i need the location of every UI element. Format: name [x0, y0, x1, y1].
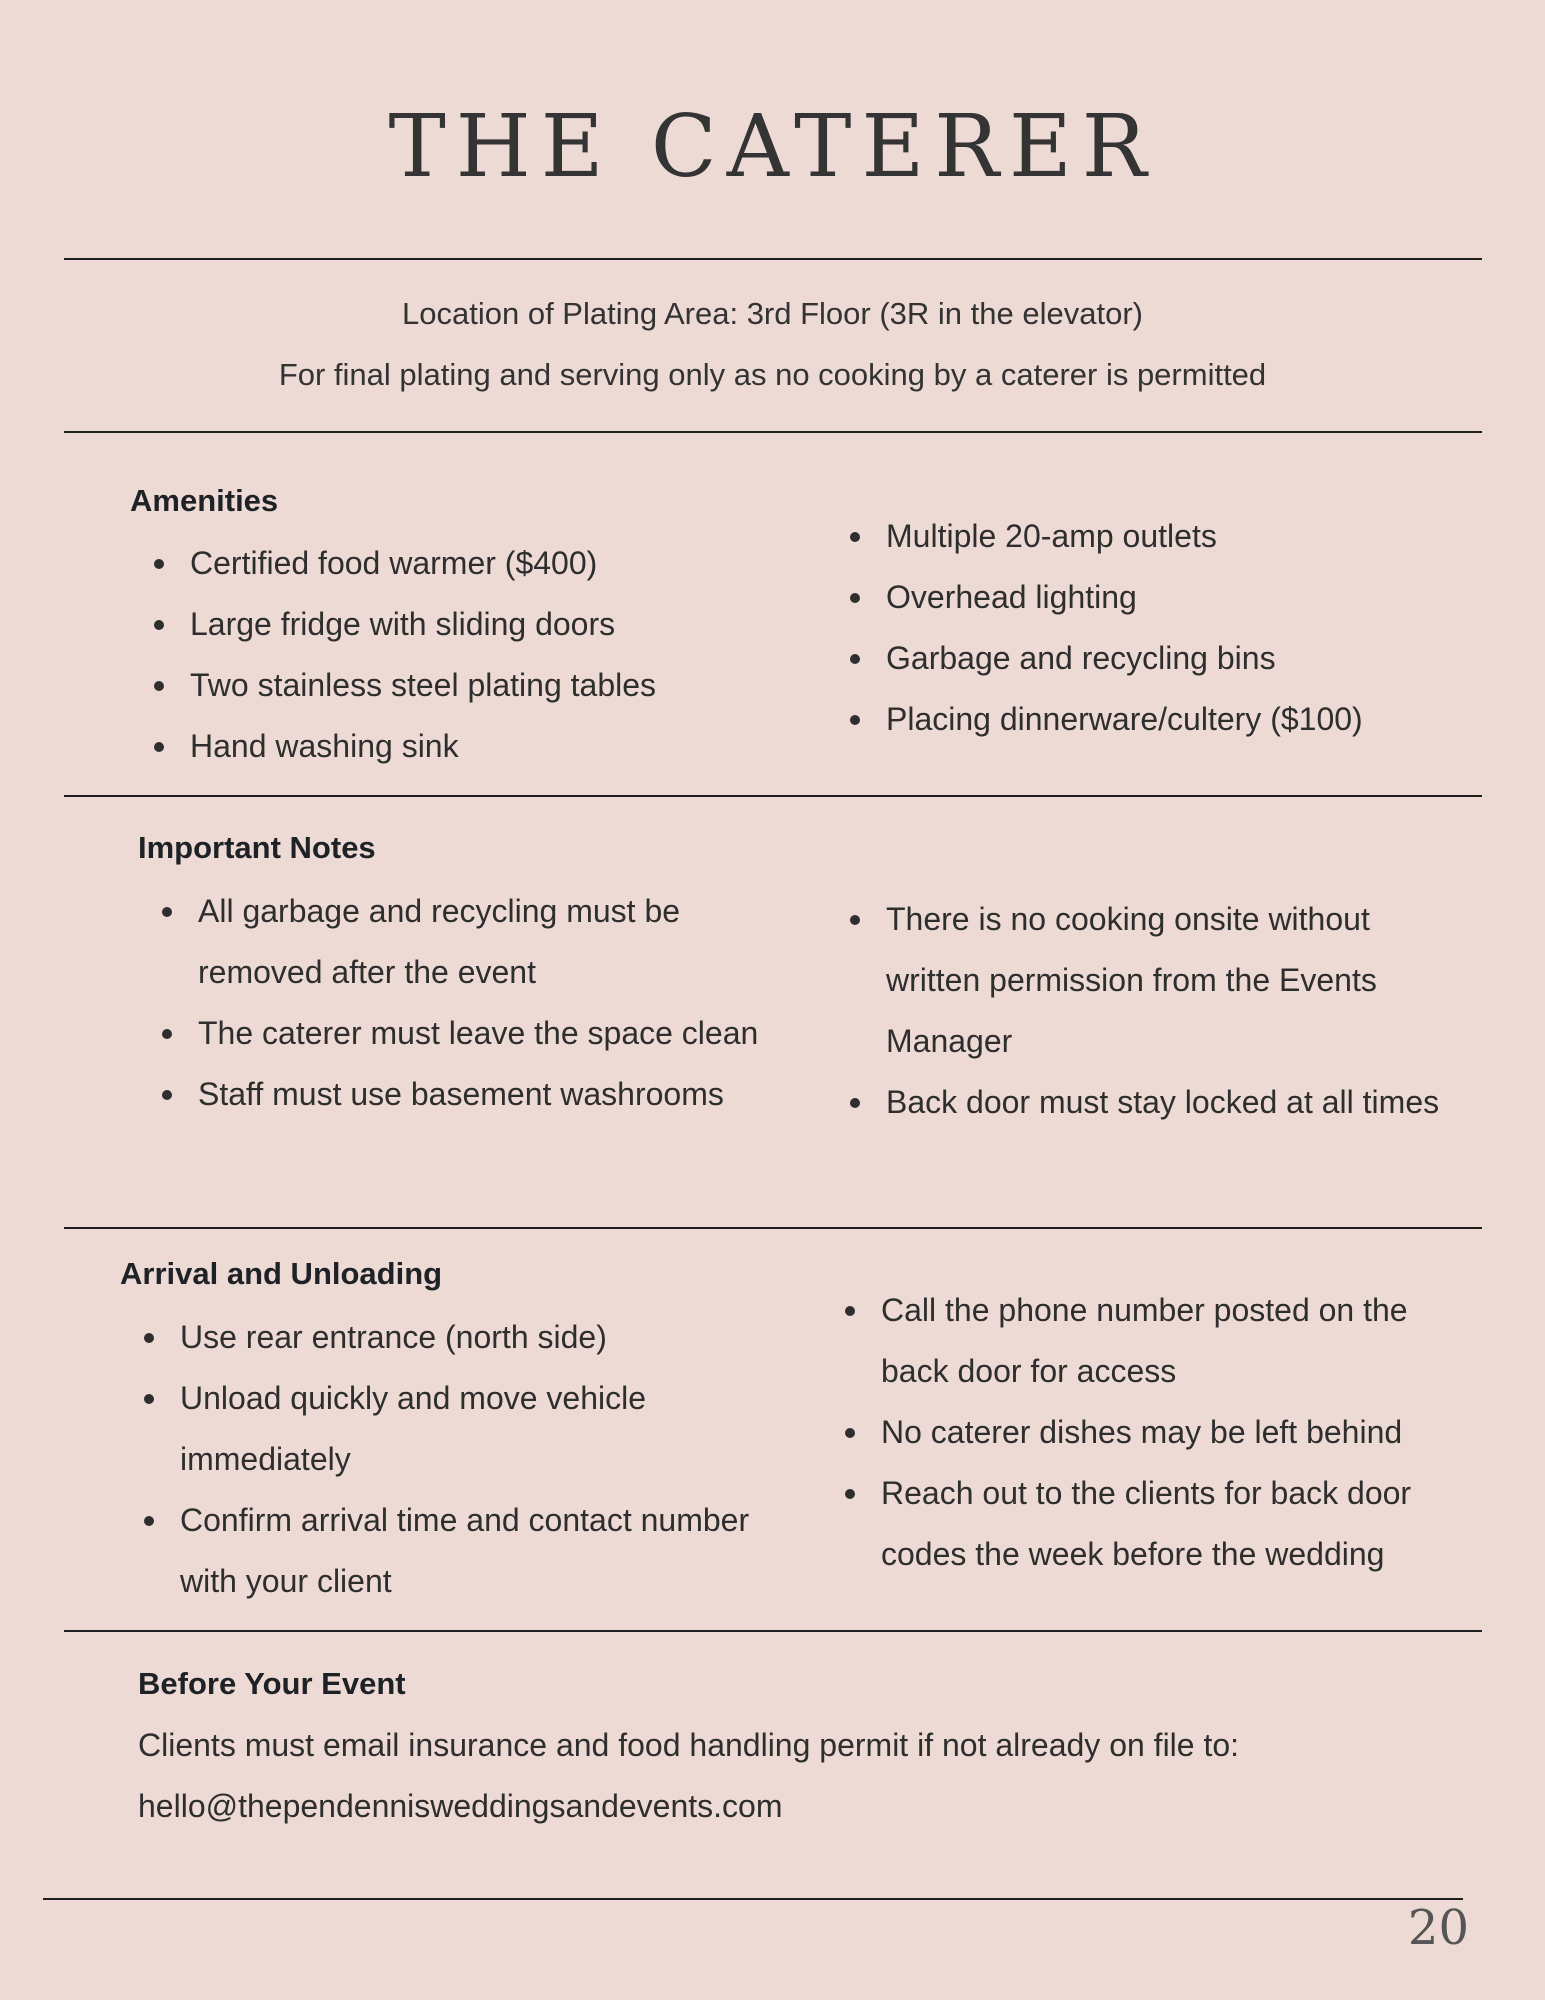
list-item: Back door must stay locked at all times: [846, 1072, 1466, 1133]
list-item: Call the phone number posted on the back door for access: [841, 1280, 1481, 1402]
arrival-heading: Arrival and Unloading: [120, 1256, 443, 1291]
list-item: Garbage and recycling bins: [846, 628, 1486, 689]
before-event-text: [138, 1715, 1498, 1837]
list-item: Large fridge with sliding doors: [150, 594, 790, 655]
arrival-list-left: [140, 1307, 800, 1612]
list-item: No caterer dishes may be left behind: [841, 1402, 1481, 1463]
amenities-heading: Amenities: [130, 483, 279, 518]
list-item: Hand washing sink: [150, 716, 790, 777]
intro-block: [0, 283, 1545, 405]
important-notes-heading: Important Notes: [138, 830, 376, 865]
contact-email: hello@thependennisweddingsandevents.com: [138, 1788, 783, 1824]
divider: [64, 1630, 1482, 1632]
page-title: THE CATERER: [388, 97, 1157, 197]
list-item: Two stainless steel plating tables: [150, 655, 790, 716]
list-item: Staff must use basement washrooms: [158, 1064, 798, 1125]
amenities-list-left: [150, 533, 790, 777]
arrival-list-right: [841, 1280, 1481, 1585]
divider: [64, 258, 1482, 260]
list-item: Unload quickly and move vehicle immediately: [140, 1368, 800, 1490]
list-item: Certified food warmer ($400): [150, 533, 790, 594]
plating-usage-text: For final plating and serving only as no cooking by a caterer is permitted: [278, 357, 1267, 392]
plating-location-text: Location of Plating Area: 3rd Floor (3R in the elevator): [402, 296, 1143, 331]
list-item: All garbage and recycling must be removed after the event: [158, 881, 798, 1003]
list-item: Confirm arrival time and contact number with your client: [140, 1490, 800, 1612]
list-item: Multiple 20-amp outlets: [846, 506, 1486, 567]
list-item: Overhead lighting: [846, 567, 1486, 628]
notes-list-left: [158, 881, 798, 1125]
amenities-list-right: [846, 506, 1486, 750]
divider: [64, 795, 1482, 797]
list-item: Placing dinnerware/cultery ($100): [846, 689, 1486, 750]
footer-divider: [43, 1898, 1463, 1900]
before-event-heading: Before Your Event: [138, 1666, 406, 1701]
list-item: There is no cooking onsite without written permission from the Events Manager: [846, 889, 1466, 1072]
notes-list-right: [846, 889, 1466, 1133]
list-item: Reach out to the clients for back door codes the week before the wedding: [841, 1463, 1481, 1585]
divider: [64, 431, 1482, 433]
page-number: 20: [1407, 1900, 1469, 1956]
divider: [64, 1227, 1482, 1229]
list-item: Use rear entrance (north side): [140, 1307, 800, 1368]
list-item: The caterer must leave the space clean: [158, 1003, 798, 1064]
insurance-instructions: Clients must email insurance and food handling permit if not already on file to:: [138, 1727, 1240, 1763]
